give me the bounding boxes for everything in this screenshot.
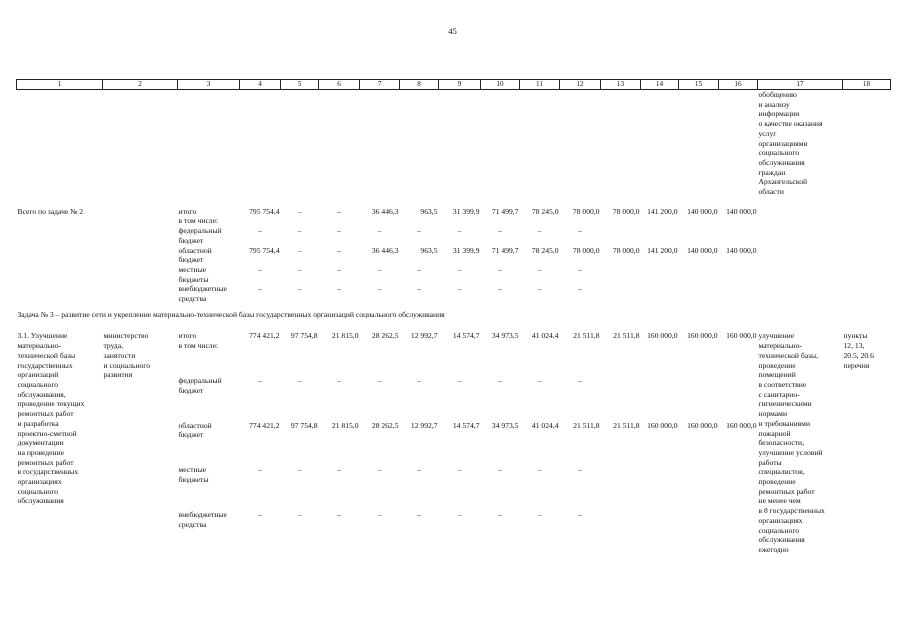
funding-value-cell xyxy=(601,465,641,510)
column-number-3: 3 xyxy=(178,80,240,90)
funding-value-cell: – xyxy=(498,264,502,274)
funding-value-cell: – xyxy=(337,245,341,255)
item-3-1-row xyxy=(17,331,891,376)
funding-value-cell: 21 511,8 xyxy=(613,420,640,430)
column-number-16: 16 xyxy=(719,80,758,90)
column-number-2: 2 xyxy=(103,80,178,90)
funding-value-cell: – xyxy=(297,284,302,294)
funding-value-cell: – xyxy=(337,465,341,475)
funding-value-cell xyxy=(719,465,758,510)
funding-value-cell: 78 000,0 xyxy=(612,245,640,255)
funding-value-cell xyxy=(601,284,641,303)
funding-value-cell: – xyxy=(457,284,462,294)
funding-source-cell: внебюджетные средства xyxy=(178,509,227,529)
funding-value-cell: – xyxy=(498,509,502,519)
funding-value-cell: – xyxy=(377,376,382,386)
funding-value-cell: 78 245,0 xyxy=(531,206,559,216)
funding-value-cell: – xyxy=(457,376,462,386)
funding-value-cell: – xyxy=(578,376,582,386)
funding-value-cell: – xyxy=(537,465,542,475)
funding-value-cell: 34 973,5 xyxy=(491,420,519,430)
funding-value-cell: 71 499,7 xyxy=(491,206,519,216)
task2-total-label: Всего по задаче № 2 xyxy=(17,206,84,216)
funding-value-cell: – xyxy=(578,226,582,236)
funding-value-cell xyxy=(601,376,641,421)
funding-value-cell: 160 000,0 xyxy=(726,420,757,430)
funding-value-cell: 160 000,0 xyxy=(647,331,678,341)
column-number-1: 1 xyxy=(17,80,103,90)
funding-value-cell: – xyxy=(337,284,341,294)
funding-value-cell: – xyxy=(297,226,302,236)
funding-value-cell: – xyxy=(258,284,262,294)
funding-source-cell: областной бюджет xyxy=(178,245,212,265)
column-number-18: 18 xyxy=(843,80,891,90)
column-number-12: 12 xyxy=(560,80,601,90)
funding-value-cell: 141 200,0 xyxy=(647,206,678,216)
funding-value-cell xyxy=(679,510,719,555)
funding-value-cell: 140 000,0 xyxy=(687,206,718,216)
funding-source-cell: областной бюджет xyxy=(178,420,212,440)
funding-value-cell: – xyxy=(537,509,542,519)
funding-value-cell: – xyxy=(297,376,302,386)
funding-source-cell: внебюджетные средства xyxy=(178,284,227,304)
funding-value-cell: – xyxy=(417,264,421,274)
funding-value-cell: 41 024,4 xyxy=(531,331,559,341)
funding-value-cell xyxy=(679,376,719,421)
funding-value-cell xyxy=(719,265,758,284)
funding-value-cell: 12 992,7 xyxy=(410,331,438,341)
funding-value-cell: 140 000,0 xyxy=(726,206,757,216)
funding-value-cell: 78 000,0 xyxy=(572,206,600,216)
spacer-row xyxy=(17,197,891,207)
funding-value-cell xyxy=(641,510,679,555)
funding-value-cell: – xyxy=(457,465,462,475)
funding-value-cell xyxy=(641,226,679,245)
task3-heading-row xyxy=(17,310,891,320)
funding-value-cell: 78 000,0 xyxy=(572,245,600,255)
funding-value-cell: 36 446,3 xyxy=(371,206,399,216)
column-number-15: 15 xyxy=(679,80,719,90)
page-number: 45 xyxy=(448,26,457,36)
funding-value-cell xyxy=(719,226,758,245)
funding-source-cell: местные бюджеты xyxy=(178,264,209,284)
funding-source-cell: итого в том числе: xyxy=(178,331,219,351)
funding-value-cell: 795 754,4 xyxy=(249,245,280,255)
column-number-17: 17 xyxy=(758,80,843,90)
funding-value-cell: 97 754,8 xyxy=(290,331,318,341)
funding-value-cell xyxy=(679,226,719,245)
funding-value-cell: – xyxy=(377,465,382,475)
funding-value-cell: 140 000,0 xyxy=(687,245,718,255)
funding-value-cell: 963,5 xyxy=(420,206,438,216)
column-number-9: 9 xyxy=(439,80,481,90)
funding-value-cell xyxy=(679,284,719,303)
column-number-7: 7 xyxy=(360,80,400,90)
task3-heading: Задача № 3 – развитие сети и укрепление материально-технической базы государственных организаций социального обслуживания xyxy=(17,309,445,319)
funding-value-cell: 21 511,8 xyxy=(613,331,640,341)
executor-cell: министерство труда, занятости и социального развития xyxy=(103,331,151,380)
spacer-row xyxy=(17,319,891,331)
column-number-5: 5 xyxy=(281,80,319,90)
funding-value-cell: 31 399,9 xyxy=(452,245,480,255)
funding-value-cell: – xyxy=(417,226,421,236)
funding-value-cell: – xyxy=(337,226,341,236)
funding-value-cell: – xyxy=(537,264,542,274)
funding-value-cell: – xyxy=(537,226,542,236)
funding-value-cell: – xyxy=(578,465,582,475)
funding-value-cell: 28 262,5 xyxy=(371,420,399,430)
funding-value-cell: 71 499,7 xyxy=(491,245,519,255)
funding-value-cell: – xyxy=(297,509,302,519)
funding-value-cell: 774 421,2 xyxy=(249,331,280,341)
funding-value-cell xyxy=(679,465,719,510)
funding-value-cell: 160 000,0 xyxy=(687,420,718,430)
continuation-result-text: обобщению и анализу информации о качестве оказания услуг организациями социального обслуживания граждан Архангельской области xyxy=(758,90,823,197)
funding-source-cell: местные бюджеты xyxy=(178,465,209,485)
funding-value-cell: – xyxy=(377,284,382,294)
task2-total-row xyxy=(17,207,891,226)
funding-value-cell: 21 815,0 xyxy=(331,420,359,430)
funding-value-cell xyxy=(719,376,758,421)
funding-value-cell: 31 399,9 xyxy=(452,206,480,216)
funding-value-cell: 34 973,5 xyxy=(491,331,519,341)
column-number-10: 10 xyxy=(481,80,520,90)
funding-value-cell: 78 245,0 xyxy=(531,245,559,255)
funding-value-cell: – xyxy=(417,465,421,475)
funding-value-cell: 78 000,0 xyxy=(612,206,640,216)
continuation-row xyxy=(17,90,891,197)
funding-source-cell: федеральный бюджет xyxy=(178,376,222,395)
funding-value-cell: – xyxy=(498,284,502,294)
funding-value-cell: – xyxy=(417,509,421,519)
funding-value-cell xyxy=(641,284,679,303)
funding-value-cell: – xyxy=(498,376,502,386)
funding-value-cell: 36 446,3 xyxy=(371,245,399,255)
funding-value-cell xyxy=(641,265,679,284)
funding-value-cell: – xyxy=(297,264,302,274)
funding-value-cell: – xyxy=(297,206,302,216)
funding-value-cell: – xyxy=(258,465,262,475)
expected-result-cell: улучшение материально- технической базы, проведение помещений в соответствие с санитарно- гигиеническими нормами и требованиями пожарной безопасности, улучшение условий работы специалистов, проведение ремонтных работ не менее чем в 8 государственных организациях социального обслуживания ежегодно xyxy=(758,331,825,554)
column-number-4: 4 xyxy=(240,80,281,90)
column-number-6: 6 xyxy=(319,80,360,90)
funding-value-cell: 160 000,0 xyxy=(726,331,757,341)
column-number-8: 8 xyxy=(400,80,439,90)
funding-value-cell: – xyxy=(297,245,302,255)
funding-value-cell: – xyxy=(297,465,302,475)
funding-value-cell: – xyxy=(377,226,382,236)
column-number-14: 14 xyxy=(641,80,679,90)
column-number-row xyxy=(17,80,891,90)
funding-value-cell: – xyxy=(417,284,421,294)
expected-result-cell xyxy=(758,207,843,304)
funding-source-cell: итого в том числе: xyxy=(178,206,219,226)
funding-value-cell: – xyxy=(258,264,262,274)
funding-value-cell xyxy=(719,284,758,303)
funding-value-cell: 160 000,0 xyxy=(647,420,678,430)
funding-value-cell: – xyxy=(337,206,341,216)
funding-value-cell: 97 754,8 xyxy=(290,420,318,430)
funding-value-cell: 21 511,8 xyxy=(573,331,600,341)
funding-value-cell xyxy=(719,510,758,555)
funding-value-cell: – xyxy=(498,226,502,236)
funding-value-cell: – xyxy=(578,284,582,294)
funding-value-cell xyxy=(601,226,641,245)
funding-value-cell: – xyxy=(537,284,542,294)
funding-value-cell: – xyxy=(377,509,382,519)
funding-value-cell: – xyxy=(457,226,462,236)
column-number-13: 13 xyxy=(601,80,641,90)
funding-value-cell: – xyxy=(498,465,502,475)
funding-value-cell: 41 024,4 xyxy=(531,420,559,430)
funding-value-cell: – xyxy=(457,509,462,519)
funding-value-cell: 12 992,7 xyxy=(410,420,438,430)
column-number-11: 11 xyxy=(520,80,560,90)
funding-value-cell xyxy=(641,465,679,510)
funding-value-cell: – xyxy=(377,264,382,274)
funding-value-cell xyxy=(601,510,641,555)
funding-value-cell: – xyxy=(258,509,262,519)
funding-value-cell xyxy=(679,265,719,284)
funding-value-cell: – xyxy=(258,376,262,386)
funding-value-cell: – xyxy=(457,264,462,274)
funding-value-cell: 774 421,2 xyxy=(249,420,280,430)
reference-cell xyxy=(843,207,891,304)
funding-value-cell: – xyxy=(417,376,421,386)
funding-value-cell: 963,5 xyxy=(420,245,438,255)
funding-value-cell: 14 574,7 xyxy=(452,331,480,341)
item-3-1-name: 3.1. Улучшение материально- технической базы государственных организаций социального обслуживания, проведение текущих ремонтных работ и разработка проектно-сметной документации на проведение ремонтных работ в государственных организациях социального обслуживания xyxy=(17,331,85,506)
funding-value-cell: – xyxy=(578,509,582,519)
reference-cell: пункты 12, 13, 20.5, 20.6 перечня xyxy=(843,331,874,370)
funding-value-cell: – xyxy=(578,264,582,274)
funding-source-cell: федеральный бюджет xyxy=(178,226,222,245)
funding-value-cell xyxy=(641,376,679,421)
program-table xyxy=(16,79,891,555)
funding-value-cell: 28 262,5 xyxy=(371,331,399,341)
funding-value-cell: 160 000,0 xyxy=(687,331,718,341)
funding-value-cell: 141 200,0 xyxy=(647,245,678,255)
funding-value-cell: – xyxy=(337,509,341,519)
funding-value-cell: – xyxy=(337,376,341,386)
funding-value-cell: 21 815,0 xyxy=(331,331,359,341)
funding-value-cell: – xyxy=(258,226,262,236)
funding-value-cell: – xyxy=(337,264,341,274)
funding-value-cell: 14 574,7 xyxy=(452,420,480,430)
funding-value-cell: – xyxy=(537,376,542,386)
funding-value-cell: 795 754,4 xyxy=(249,206,280,216)
funding-value-cell xyxy=(601,265,641,284)
funding-value-cell: 140 000,0 xyxy=(726,245,757,255)
funding-value-cell: 21 511,8 xyxy=(573,420,600,430)
